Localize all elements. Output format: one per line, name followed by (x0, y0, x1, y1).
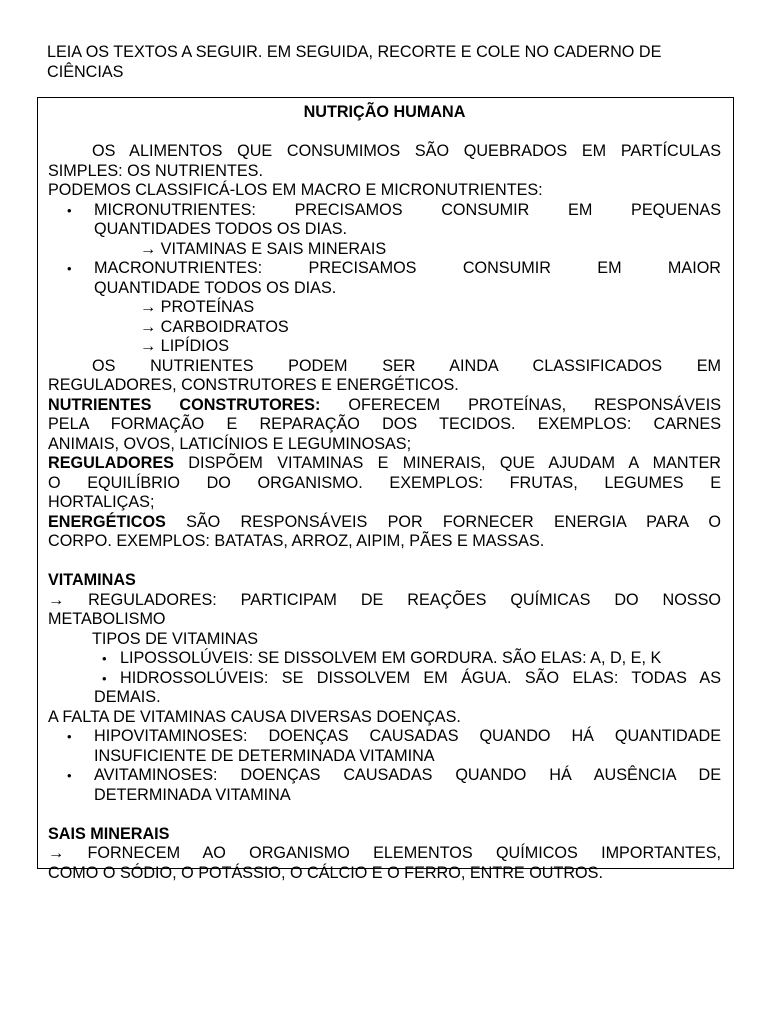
section-title-nutricao: NUTRIÇÃO HUMANA (303, 103, 466, 121)
arrow-item: → VITAMINAS E SAIS MINERAIS (140, 239, 387, 258)
paragraph-line: OS NUTRIENTES PODEM SER AINDA CLASSIFICADOS EM (92, 356, 721, 375)
list-item-micronutrientes: • MICRONUTRIENTES: PRECISAMOS CONSUMIR EM PEQUENAS (67, 200, 721, 219)
list-item-continuation: QUANTIDADES TODOS OS DIAS. (94, 220, 348, 238)
paragraph-line: NUTRIENTES CONSTRUTORES: OFERECEM PROTEÍNAS, RESPONSÁVEIS (48, 395, 721, 414)
content-body (48, 103, 721, 883)
list-item-continuation: DETERMINADA VITAMINA (94, 785, 291, 804)
paragraph-line: PELA FORMAÇÃO E REPARAÇÃO DOS TECIDOS. EXEMPLOS: CARNES (48, 415, 721, 433)
bullet-icon: • (67, 768, 72, 783)
paragraph-line: METABOLISMO (48, 610, 166, 628)
bullet-icon: • (102, 651, 107, 666)
spacer (48, 805, 721, 825)
list-item-continuation: INSUFICIENTE DE DETERMINADA VITAMINA (94, 746, 435, 765)
list-item-continuation: QUANTIDADE TODOS OS DIAS. (94, 278, 337, 297)
bullet-icon: • (102, 670, 107, 686)
label-construtores: NUTRIENTES CONSTRUTORES: (48, 395, 321, 414)
paragraph-line: → FORNECEM AO ORGANISMO ELEMENTOS QUÍMICOS IMPORTANTES, (48, 844, 721, 862)
list-item-hidrossoluveis: • HIDROSSOLÚVEIS: SE DISSOLVEM EM ÁGUA. SÃO ELAS: TODAS AS (102, 668, 721, 687)
paragraph-line: TIPOS DE VITAMINAS (92, 629, 259, 648)
paragraph-line: SIMPLES: OS NUTRIENTES. (48, 161, 263, 180)
spacer (48, 123, 721, 143)
paragraph-line: ANIMAIS, OVOS, LATICÍNIOS E LEGUMINOSAS; (48, 434, 412, 453)
paragraph-line: REGULADORES, CONSTRUTORES E ENERGÉTICOS. (48, 376, 459, 394)
paragraph-line: → REGULADORES: PARTICIPAM DE REAÇÕES QUÍMICAS DO NOSSO (48, 590, 721, 609)
instructions-text: LEIA OS TEXTOS A SEGUIR. EM SEGUIDA, RECORTE E COLE NO CADERNO DE CIÊNCIAS (47, 43, 662, 81)
paragraph-line: PODEMOS CLASSIFICÁ-LOS EM MACRO E MICRONUTRIENTES: (48, 181, 543, 199)
paragraph-line: HORTALIÇAS; (48, 493, 155, 511)
section-title-sais-minerais: SAIS MINERAIS (48, 824, 170, 843)
list-item-macronutrientes: • MACRONUTRIENTES: PRECISAMOS CONSUMIR EM MAIOR (67, 259, 721, 277)
list-item-lipossoluveis: • LIPOSSOLÚVEIS: SE DISSOLVEM EM GORDURA. SÃO ELAS: A, D, E, K (102, 649, 662, 667)
label-reguladores: REGULADORES (48, 454, 174, 472)
content-box (37, 97, 734, 882)
arrow-item-proteinas: → PROTEÍNAS (140, 298, 255, 316)
arrow-item-lipidios: → LIPÍDIOS (140, 337, 230, 355)
arrow-item-carboidratos: → CARBOIDRATOS (140, 317, 289, 336)
paragraph-line: CORPO. EXEMPLOS: BATATAS, ARROZ, AIPIM, PÃES E MASSAS. (48, 532, 545, 550)
paragraph-line: OS ALIMENTOS QUE CONSUMIMOS SÃO QUEBRADOS EM PARTÍCULAS (92, 142, 721, 160)
paragraph-line: REGULADORES DISPÕEM VITAMINAS E MINERAIS, QUE AJUDAM A MANTER (48, 454, 721, 472)
bullet-icon: • (67, 202, 72, 218)
paragraph-line: O EQUILÍBRIO DO ORGANISMO. EXEMPLOS: FRUTAS, LEGUMES E (48, 473, 721, 492)
spacer (48, 552, 721, 572)
list-item-continuation: DEMAIS. (94, 688, 161, 706)
paragraph-line: A FALTA DE VITAMINAS CAUSA DIVERSAS DOENÇAS. (48, 707, 461, 726)
bullet-icon: • (67, 729, 72, 744)
list-item-avitaminoses: • AVITAMINOSES: DOENÇAS CAUSADAS QUANDO HÁ AUSÊNCIA DE (67, 766, 721, 784)
section-title-vitaminas: VITAMINAS (48, 571, 136, 589)
paragraph-line: ENERGÉTICOS SÃO RESPONSÁVEIS POR FORNECER ENERGIA PARA O (48, 512, 721, 531)
label-energeticos: ENERGÉTICOS (48, 512, 166, 531)
paragraph-line: COMO O SÓDIO, O POTÁSSIO, O CÁLCIO E O FERRO, ENTRE OUTROS. (48, 863, 603, 882)
bullet-icon: • (67, 261, 72, 276)
list-item-hipovitaminoses: • HIPOVITAMINOSES: DOENÇAS CAUSADAS QUANDO HÁ QUANTIDADE (67, 727, 721, 745)
